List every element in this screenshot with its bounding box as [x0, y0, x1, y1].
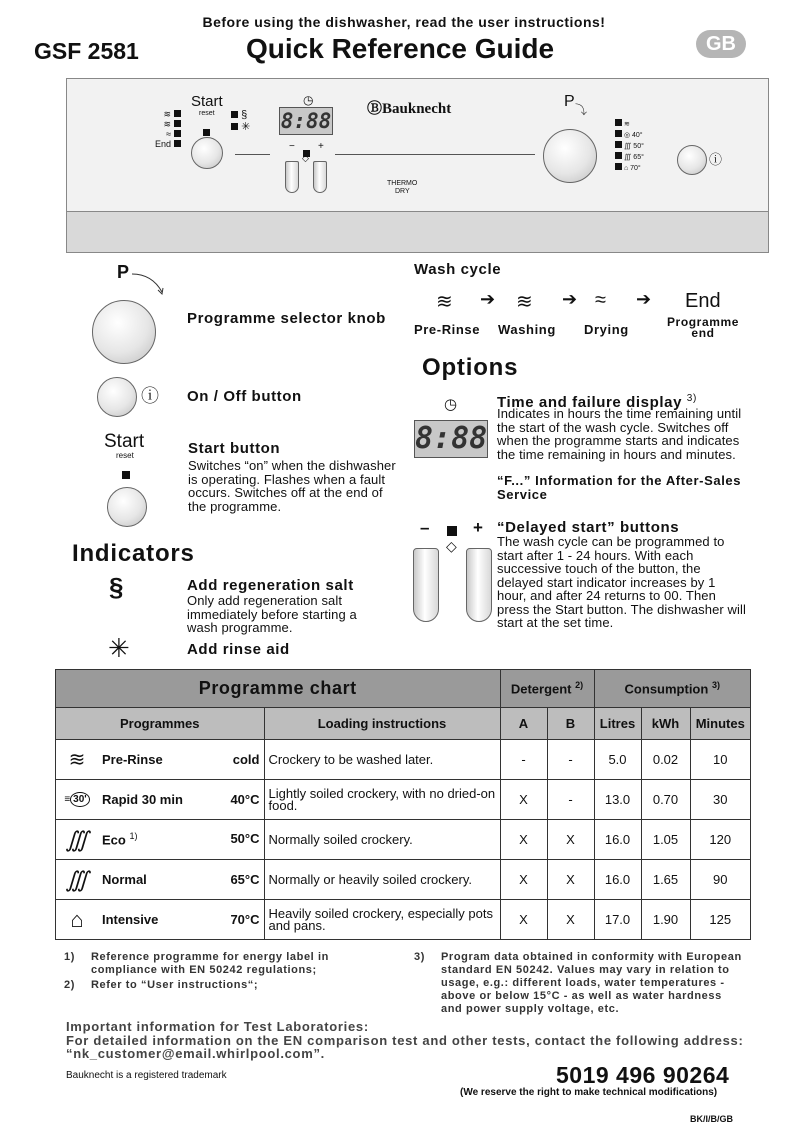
minutes-cell: 120 [690, 820, 751, 860]
end-symbol: End [685, 290, 721, 312]
thermo-label: THERMO [387, 180, 418, 187]
eco-programme-icon: ∭ [56, 820, 99, 860]
delay-indicator [447, 526, 457, 536]
litres-cell: 13.0 [594, 780, 641, 820]
loading-cell: Lightly soiled crockery, with no dried-on food. [264, 780, 500, 820]
loading-cell: Normally soiled crockery. [264, 820, 500, 860]
programme-name: Intensive [102, 912, 159, 927]
drying-icon: ≈ [595, 289, 606, 311]
end-indicator-label: End [155, 139, 172, 149]
delay-minus-button[interactable] [413, 548, 439, 622]
clock-icon: ◷ [444, 396, 458, 413]
panel-onoff-button[interactable] [677, 145, 707, 175]
washing-indicator-icon: ≋ [155, 119, 181, 129]
thermo-dry-logo [387, 180, 417, 196]
programme-temp: cold [232, 752, 260, 767]
panel-start-button[interactable] [191, 137, 223, 169]
prerinse-icon: ≋ [436, 291, 453, 313]
col-a: A [500, 708, 547, 740]
footnote-2-num: 2) [64, 979, 75, 991]
prerinse-indicator-icon: ≋ [155, 109, 181, 119]
footnote-2: Refer to “User instructions“; [91, 979, 259, 991]
salt-icon: § [109, 572, 124, 602]
panel-start-label: Start [191, 93, 223, 110]
chart-title: Programme chart [56, 670, 501, 708]
programme-name: Pre-Rinse [102, 752, 163, 767]
panel-delay-minus-button[interactable] [285, 161, 299, 193]
arrow-icon-2: ➔ [562, 289, 578, 309]
rinse-aid-icon: ✳ [108, 633, 130, 663]
delay-plus-button[interactable] [466, 548, 492, 622]
panel-plus: + [318, 141, 324, 152]
programme-chart [55, 669, 751, 940]
language-codes: BK/I/B/GB [690, 1114, 734, 1124]
time-title-text: Time and failure display [497, 394, 683, 411]
kwh-cell: 1.65 [641, 860, 690, 900]
start-indicator [122, 471, 130, 479]
loading-cell: Normally or heavily soiled crockery. [264, 860, 500, 900]
programme-temp: 70°C [230, 912, 260, 927]
programme-name: Eco [102, 832, 126, 848]
kwh-cell: 1.05 [641, 820, 690, 860]
programme-note: 1) [129, 831, 138, 842]
prog-arrow-icon [128, 270, 168, 298]
det-a-cell: - [500, 740, 547, 780]
step-prerinse: Pre-Rinse [414, 322, 481, 337]
step-drying: Drying [584, 322, 629, 337]
end-indicator [155, 139, 181, 149]
footnote-3-num: 3) [414, 951, 425, 963]
programme-knob-label: Programme selector knob [187, 310, 386, 327]
document-code: 5019 496 90264 [556, 1062, 730, 1088]
control-panel [66, 78, 769, 212]
test-lab-line2: For detailed information on the EN comparison test and other tests, contact the following address: [66, 1032, 744, 1048]
test-lab-email: “nk_customer@email.whirlpool.com”. [66, 1046, 325, 1061]
salt-desc: Only add regeneration salt immediately before starting a wash programme. [187, 593, 357, 635]
panel-reset-label: reset [199, 110, 215, 117]
test-lab-info [66, 1020, 756, 1061]
kwh-cell: 1.90 [641, 900, 690, 940]
programme-selector-knob[interactable] [92, 300, 156, 364]
washing-icon: ≋ [516, 291, 533, 313]
panel-start-indicator [203, 129, 210, 136]
footnote-1-num: 1) [64, 951, 75, 963]
panel-prog-symbol: P [564, 93, 575, 110]
consumption-label: Consumption [624, 681, 709, 697]
step-programme-end [660, 317, 746, 339]
test-lab-line1: Important information for Test Laboratories: [66, 1019, 369, 1034]
col-kwh: kWh [641, 708, 690, 740]
litres-cell: 16.0 [594, 820, 641, 860]
salt-mini-icon: § [241, 109, 248, 121]
loading-cell: Crockery to be washed later. [264, 740, 500, 780]
temp-50: 50° [633, 143, 644, 150]
minutes-cell: 10 [690, 740, 751, 780]
start-button-title: Start button [188, 440, 281, 457]
consumption-note: 3) [711, 680, 720, 691]
litres-cell: 5.0 [594, 740, 641, 780]
delay-minus-symbol: – [420, 518, 430, 537]
programme-cell [98, 740, 264, 780]
time-display-info: “F...” Information for the After-Sales Service [497, 473, 742, 502]
panel-prog-arrow-icon: ⤵ [575, 103, 588, 117]
table-row [56, 820, 751, 860]
wash-cycle-title: Wash cycle [414, 261, 502, 278]
trademark-note: Bauknecht is a registered trademark [66, 1070, 227, 1081]
options-title: Options [422, 354, 519, 381]
programme-end-line1: Programme [666, 315, 740, 329]
time-title-note: 3) [686, 393, 697, 404]
arrow-icon-1: ➔ [480, 289, 496, 309]
table-row [56, 780, 751, 820]
time-display-desc: Indicates in hours the time remaining until the start of the wash cycle. Switches off when the programme starts and indicates the time remaining in hours and minutes. [497, 406, 742, 462]
panel-minus: − [289, 141, 295, 152]
litres-cell: 17.0 [594, 900, 641, 940]
col-loading: Loading instructions [264, 708, 500, 740]
det-a-cell: X [500, 780, 547, 820]
programme-end-line2: end [691, 326, 715, 340]
country-badge: GB [696, 30, 746, 58]
start-button[interactable] [107, 487, 147, 527]
delay-title: “Delayed start” buttons [497, 519, 680, 536]
programme-temp: 40°C [230, 792, 260, 807]
step-washing: Washing [498, 322, 556, 337]
rinse-mini-icon: ✳ [241, 121, 251, 133]
footnote-1: Reference programme for energy label in compliance with EN 50242 regulations; [91, 951, 329, 976]
programme-temp: 65°C [230, 872, 260, 887]
top-note: Before using the dishwasher, read the user instructions! [202, 14, 606, 30]
litres-cell: 16.0 [594, 860, 641, 900]
salt-title: Add regeneration salt [187, 577, 354, 594]
kwh-cell: 0.70 [641, 780, 690, 820]
prog-symbol: P [117, 262, 130, 282]
intensive-programme-icon: ⌂ [56, 900, 99, 940]
rapid-programme-icon: ≡ 30' [56, 780, 99, 820]
minutes-cell: 125 [690, 900, 751, 940]
programme-cell [98, 900, 264, 940]
indicators-title: Indicators [72, 540, 195, 567]
delay-icon: ◇ [446, 538, 457, 554]
programme-name: Normal [102, 872, 147, 887]
col-litres: Litres [594, 708, 641, 740]
table-row [56, 860, 751, 900]
panel-power-icon: ⓘ [709, 152, 723, 167]
prerinse-programme-icon: ≋ [56, 740, 99, 780]
footnote-3: Program data obtained in conformity with European standard EN 50242. Values may vary in relation to usage, e.g.: different loads, water temperatures - above or below 15°C - as well as water hardness and power supply voltage, etc. [441, 951, 742, 1015]
det-b-cell: X [547, 860, 594, 900]
kwh-cell: 0.02 [641, 740, 690, 780]
detergent-header [500, 670, 594, 708]
loading-cell: Heavily soiled crockery, especially pots and pans. [264, 900, 500, 940]
time-display: 8:88 [415, 421, 488, 456]
detergent-note: 2) [575, 680, 584, 691]
delay-plus-symbol: + [473, 518, 483, 537]
reserve-note: (We reserve the right to make technical modifications) [460, 1087, 718, 1098]
brand-logo: ⒷBauknecht [367, 101, 452, 117]
det-b-cell: - [547, 740, 594, 780]
programme-cell [98, 780, 264, 820]
arrow-icon-3: ➔ [636, 289, 652, 309]
detergent-label: Detergent [510, 681, 572, 697]
panel-programme-knob[interactable] [543, 129, 597, 183]
delay-desc: The wash cycle can be programmed to start after 1 - 24 hours. With each successive touch of the button, the delayed start indicator increases by 1 hour, and after 24 returns to 00. Then press the Start button. The dishwasher will start at the set time. [497, 534, 747, 630]
start-word: Start [104, 431, 145, 452]
page-title: Quick Reference Guide [246, 33, 555, 64]
control-panel-strip [66, 211, 769, 253]
model-number: GSF 2581 [34, 38, 139, 64]
power-icon: ⓘ [141, 386, 159, 406]
programme-name: Rapid 30 min [102, 792, 183, 807]
table-row [56, 740, 751, 780]
det-a-cell: X [500, 820, 547, 860]
onoff-button[interactable] [97, 377, 137, 417]
consumption-header [594, 670, 751, 708]
minutes-cell: 90 [690, 860, 751, 900]
rapid-icon-text: 30' [70, 792, 90, 807]
temp-65: 65° [633, 154, 644, 161]
dry-label: DRY [395, 188, 410, 195]
table-row [56, 900, 751, 940]
det-a-cell: X [500, 900, 547, 940]
programme-cell [98, 820, 264, 860]
panel-delay-plus-button[interactable] [313, 161, 327, 193]
col-minutes: Minutes [690, 708, 751, 740]
col-programmes: Programmes [56, 708, 265, 740]
drying-indicator-icon: ≈ [155, 129, 181, 139]
det-b-cell: X [547, 820, 594, 860]
det-a-cell: X [500, 860, 547, 900]
brand-name: Bauknecht [382, 101, 452, 117]
onoff-label: On / Off button [187, 388, 302, 405]
panel-programme-list: ≋ ◎ 40° ∭ 50° ∭ 65° ⌂ 70° [615, 119, 644, 174]
panel-delay-icon: ◇ [302, 153, 309, 163]
minutes-cell: 30 [690, 780, 751, 820]
start-reset-word: reset [116, 451, 134, 460]
programme-cell [98, 860, 264, 900]
panel-salt-rinse-indicators [231, 109, 250, 133]
panel-clock-icon: ◷ [303, 93, 314, 107]
panel-cycle-indicators [155, 109, 181, 149]
start-button-desc: Switches “on” when the dishwasher is operating. Flashes when a fault occurs. Switches off at the end of the programme. [188, 458, 396, 514]
panel-display: 8:88 [280, 109, 332, 133]
normal-programme-icon: ∭ [56, 860, 99, 900]
temp-70: 70° [630, 165, 641, 172]
col-b: B [547, 708, 594, 740]
temp-40: 40° [632, 132, 643, 139]
det-b-cell: X [547, 900, 594, 940]
programme-temp: 50°C [230, 831, 260, 847]
rinse-aid-title: Add rinse aid [187, 641, 290, 658]
det-b-cell: - [547, 780, 594, 820]
